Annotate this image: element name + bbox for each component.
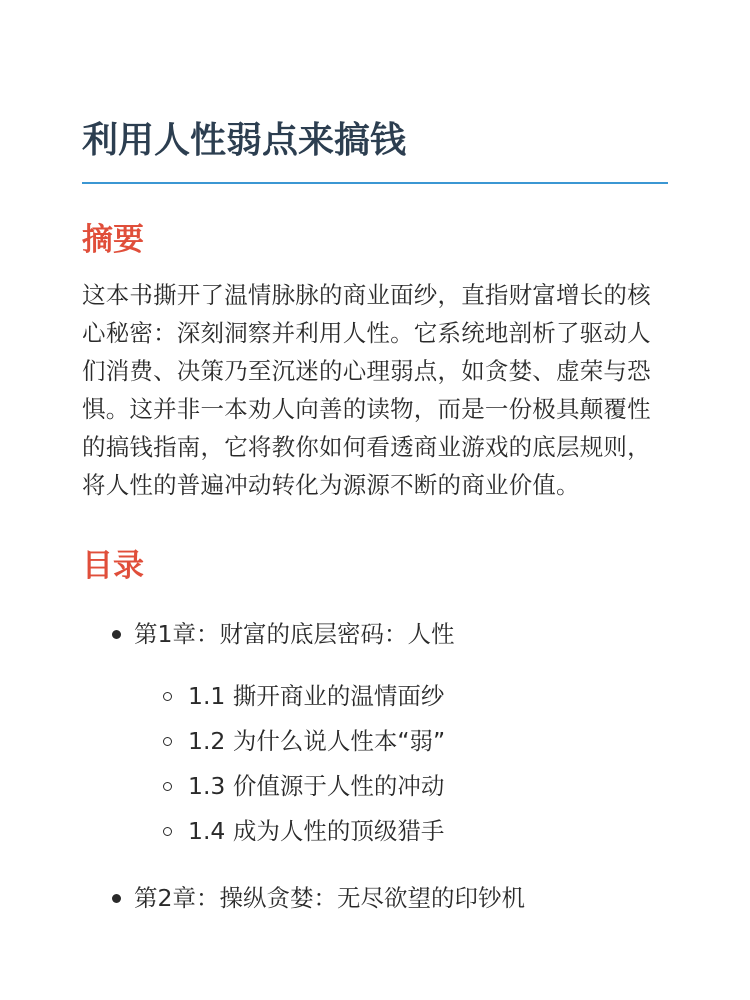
page-title: 利用人性弱点来搞钱 bbox=[82, 120, 407, 161]
section-label: 1.2 为什么说人性本“弱” bbox=[188, 727, 446, 755]
section-label: 1.4 成为人性的顶级猎手 bbox=[188, 817, 445, 845]
toc-section bbox=[134, 674, 668, 719]
circle-bullet-icon bbox=[163, 782, 172, 791]
toc-chapter bbox=[82, 616, 668, 854]
summary-paragraph: 这本书撕开了温情脉脉的商业面纱，直指财富增长的核心秘密：深刻洞察并利用人性。它系统地剖析了驱动人们消费、决策乃至沉迷的心理弱点，如贪婪、虚荣与恐惧。这并非一本劝人向善的读物，而是一份极具颠覆性的搞钱指南，它将教你如何看透商业游戏的底层规则，将人性的普遍冲动转化为源源不断的商业价值。 bbox=[82, 281, 651, 499]
toc-section bbox=[134, 764, 668, 809]
chapter-label: 第2章：操纵贪婪：无尽欲望的印钞机 bbox=[134, 884, 525, 912]
chapter-sections bbox=[134, 674, 668, 854]
toc-section bbox=[134, 809, 668, 854]
chapter-label: 第1章：财富的底层密码：人性 bbox=[134, 620, 455, 648]
section-label: 1.3 价值源于人性的冲动 bbox=[188, 772, 445, 800]
bullet-icon bbox=[112, 894, 121, 903]
bullet-icon bbox=[112, 630, 121, 639]
summary-heading: 摘要 bbox=[82, 222, 144, 258]
toc-heading: 目录 bbox=[82, 548, 144, 584]
table-of-contents bbox=[82, 616, 668, 916]
circle-bullet-icon bbox=[163, 737, 172, 746]
circle-bullet-icon bbox=[163, 692, 172, 701]
toc-chapter bbox=[82, 880, 668, 916]
title-divider bbox=[82, 182, 668, 184]
section-label: 1.1 撕开商业的温情面纱 bbox=[188, 682, 445, 710]
circle-bullet-icon bbox=[163, 827, 172, 836]
toc-section bbox=[134, 719, 668, 764]
